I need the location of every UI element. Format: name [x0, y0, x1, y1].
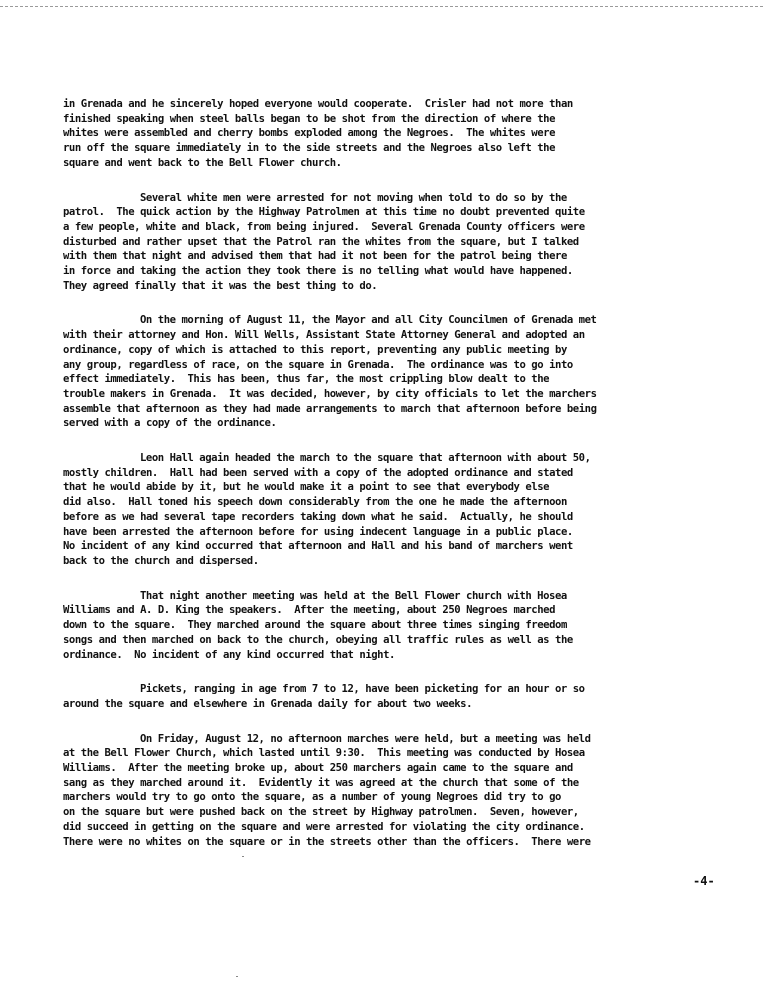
text-line: Williams and A. D. King the speakers. After the meeting, about 250 Negroes marched: [63, 604, 556, 617]
text-line: did succeed in getting on the square and were arrested for violating the city ordinance.: [63, 820, 585, 833]
text-line: in Grenada and he sincerely hoped everyone would cooperate. Crisler had not more than: [63, 98, 573, 110]
text-line: On the morning of August 11, the Mayor and all City Councilmen of Grenada met: [140, 314, 597, 327]
text-line: have been arrested the afternoon before for using indecent language in a public place.: [63, 525, 573, 538]
scan-speck: [236, 976, 238, 977]
text-line: any group, regardless of race, on the square in Grenada. The ordinance was to go into: [63, 358, 573, 371]
text-line: back to the church and dispersed.: [63, 554, 259, 567]
text-line: disturbed and rather upset that the Patrol ran the whites from the square, but I talked: [63, 235, 579, 248]
paragraph: [63, 589, 743, 663]
document-body: [63, 97, 743, 869]
text-line: finished speaking when steel balls began to be shot from the direction of where the: [63, 112, 556, 125]
text-line: in force and taking the action they took there is no telling what would have happened.: [63, 265, 573, 278]
text-line: ordinance, copy of which is attached to this report, preventing any public meeting by: [63, 343, 567, 356]
paragraph: [63, 313, 743, 431]
text-line: On Friday, August 12, no afternoon marches were held, but a meeting was held: [140, 732, 591, 745]
text-line: with them that night and advised them that had it not been for the patrol being there: [63, 250, 567, 263]
text-line: a few people, white and black, from being injured. Several Grenada County officers were: [63, 220, 585, 233]
text-line: That night another meeting was held at the Bell Flower church with Hosea: [140, 589, 567, 602]
text-line: No incident of any kind occurred that afternoon and Hall and his band of marchers went: [63, 540, 573, 553]
text-line: There were no whites on the square or in the streets other than the officers. There were: [63, 835, 591, 848]
text-line: patrol. The quick action by the Highway Patrolmen at this time no doubt prevented quite: [63, 206, 585, 219]
paragraph: [63, 451, 743, 569]
text-line: served with a copy of the ordinance.: [63, 417, 277, 430]
scan-top-edge: [0, 6, 763, 7]
text-line: before as we had several tape recorders taking down what he said. Actually, he should: [63, 510, 573, 523]
page-number: -4-: [693, 874, 715, 888]
text-line: around the square and elsewhere in Grenada daily for about two weeks.: [63, 697, 473, 710]
paragraph: [63, 97, 743, 171]
text-line: that he would abide by it, but he would make it a point to see that everybody else: [63, 481, 550, 494]
text-line: marchers would try to go onto the square, as a number of young Negroes did try to go: [63, 791, 561, 804]
scan-speck: [242, 856, 244, 857]
text-line: trouble makers in Grenada. It was decided, however, by city officials to let the marchers: [63, 387, 597, 400]
text-line: down to the square. They marched around the square about three times singing freedom: [63, 619, 567, 632]
text-line: Several white men were arrested for not moving when told to do so by the: [140, 191, 567, 204]
text-line: did also. Hall toned his speech down considerably from the one he made the afternoon: [63, 496, 567, 509]
text-line: Williams. After the meeting broke up, about 250 marchers again came to the square and: [63, 762, 573, 775]
text-line: with their attorney and Hon. Will Wells, Assistant State Attorney General and adopted an: [63, 329, 585, 342]
text-line: mostly children. Hall had been served with a copy of the adopted ordinance and stated: [63, 466, 573, 479]
paragraph: [63, 732, 743, 850]
paragraph: [63, 682, 743, 711]
text-line: run off the square immediately in to the side streets and the Negroes also left the: [63, 142, 556, 155]
paragraph: [63, 191, 743, 294]
text-line: songs and then marched on back to the church, obeying all traffic rules as well as the: [63, 633, 573, 646]
text-line: ordinance. No incident of any kind occurred that night.: [63, 648, 395, 661]
text-line: They agreed finally that it was the best thing to do.: [63, 279, 378, 292]
text-line: Pickets, ranging in age from 7 to 12, have been picketing for an hour or so: [140, 683, 585, 696]
text-line: assemble that afternoon as they had made arrangements to march that afternoon before being: [63, 402, 597, 415]
text-line: square and went back to the Bell Flower church.: [63, 156, 342, 169]
text-line: whites were assembled and cherry bombs exploded among the Negroes. The whites were: [63, 127, 556, 140]
text-line: at the Bell Flower Church, which lasted until 9:30. This meeting was conducted by Hosea: [63, 747, 585, 760]
text-line: on the square but were pushed back on the street by Highway patrolmen. Seven, however,: [63, 806, 579, 819]
text-line: Leon Hall again headed the march to the square that afternoon with about 50,: [140, 452, 591, 465]
text-line: effect immediately. This has been, thus far, the most crippling blow dealt to the: [63, 373, 550, 386]
text-line: sang as they marched around it. Evidently it was agreed at the church that some of the: [63, 776, 579, 789]
